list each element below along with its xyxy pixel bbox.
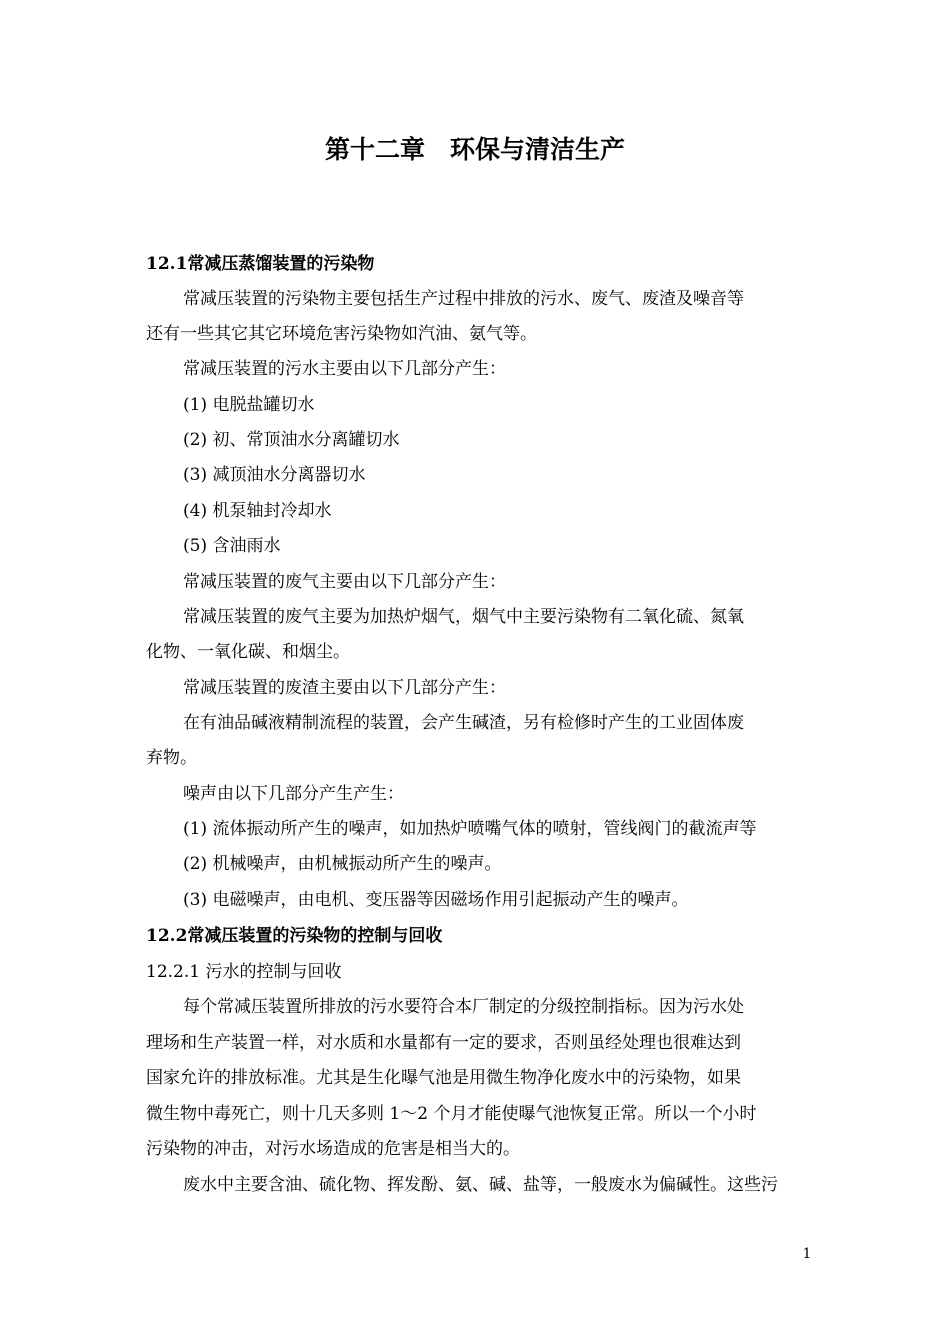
paragraph-line: 常减压装置的污水主要由以下几部分产生：	[183, 359, 506, 379]
paragraph-line: 常减压装置的废气主要为加热炉烟气，烟气中主要污染物有二氧化硫、氮氧	[183, 607, 744, 627]
paragraph-line: 常减压装置的废气主要由以下几部分产生：	[183, 572, 506, 592]
paragraph-line: 常减压装置的废渣主要由以下几部分产生：	[183, 678, 506, 698]
paragraph-line: 污染物的冲击，对污水场造成的危害是相当大的。	[146, 1139, 520, 1159]
paragraph-line: 化物、一氧化碳、和烟尘。	[146, 642, 350, 662]
list-item: (1) 流体振动所产生的噪声，如加热炉喷嘴气体的喷射，管线阀门的截流声等	[183, 819, 757, 839]
list-item: (3) 电磁噪声，由电机、变压器等因磁场作用引起振动产生的噪声。	[183, 890, 689, 910]
page-number: 1	[802, 1246, 812, 1262]
list-item: (1) 电脱盐罐切水	[183, 395, 315, 415]
paragraph-line: 每个常减压装置所排放的污水要符合本厂制定的分级控制指标。因为污水处	[183, 997, 744, 1017]
paragraph-line: 国家允许的排放标准。尤其是生化曝气池是用微生物净化废水中的污染物，如果	[146, 1068, 741, 1088]
paragraph-line: 噪声由以下几部分产生产生：	[183, 784, 404, 804]
paragraph-line: 弃物。	[146, 748, 197, 768]
paragraph-line: 还有一些其它其它环境危害污染物如汽油、氨气等。	[146, 324, 537, 344]
paragraph-line: 微生物中毒死亡，则十几天多则 1～2 个月才能使曝气池恢复正常。所以一个小时	[146, 1104, 757, 1124]
section-heading: 12.1常减压蒸馏装置的污染物	[146, 254, 375, 274]
list-item: (4) 机泵轴封冷却水	[183, 501, 332, 521]
paragraph-line: 常减压装置的污染物主要包括生产过程中排放的污水、废气、废渣及噪音等	[183, 289, 744, 309]
paragraph-line: 在有油品碱液精制流程的装置，会产生碱渣，另有检修时产生的工业固体废	[183, 713, 744, 733]
list-item: (2) 初、常顶油水分离罐切水	[183, 430, 400, 450]
chapter-title: 第十二章 环保与清洁生产	[324, 135, 625, 164]
section-heading: 12.2常减压装置的污染物的控制与回收	[146, 926, 443, 946]
paragraph-line: 理场和生产装置一样，对水质和水量都有一定的要求，否则虽经处理也很难达到	[146, 1033, 741, 1053]
list-item: (5) 含油雨水	[183, 536, 281, 556]
list-item: (3) 减顶油水分离器切水	[183, 465, 366, 485]
subsection-heading: 12.2.1 污水的控制与回收	[146, 962, 342, 982]
list-item: (2) 机械噪声，由机械振动所产生的噪声。	[183, 854, 502, 874]
paragraph-line: 废水中主要含油、硫化物、挥发酚、氨、碱、盐等，一般废水为偏碱性。这些污	[183, 1175, 778, 1195]
